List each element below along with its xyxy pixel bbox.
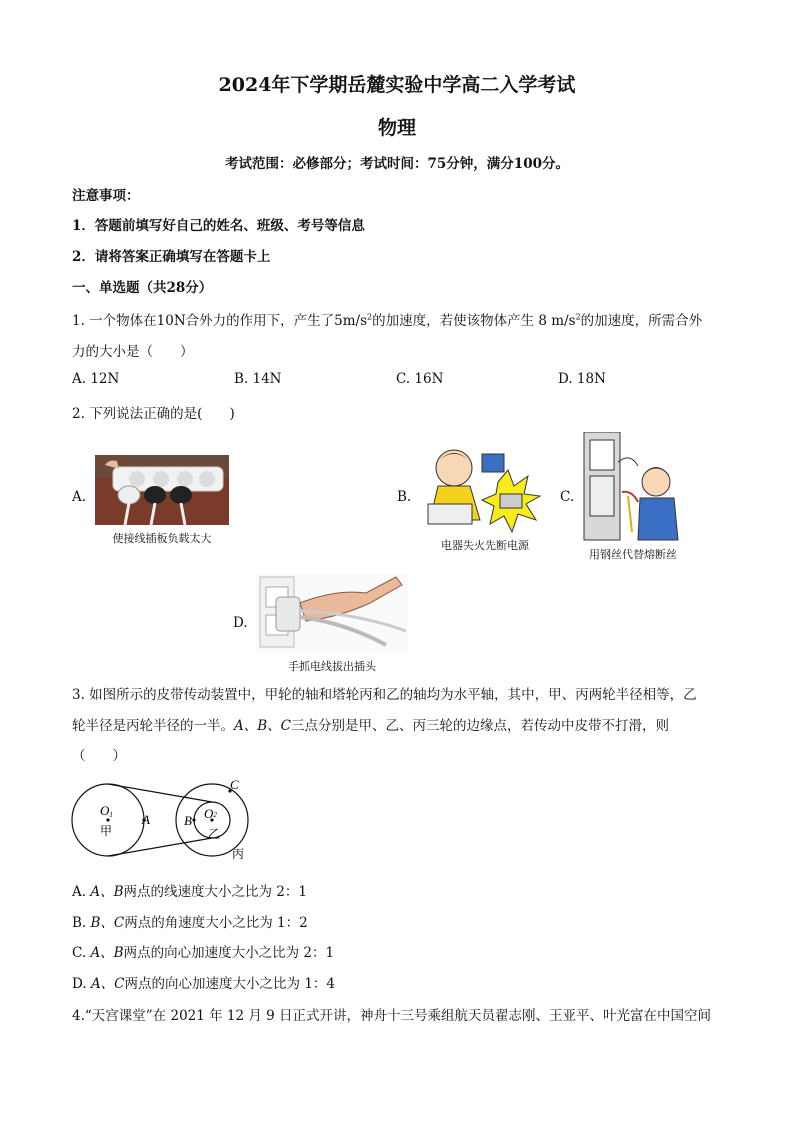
notice-heading: 注意事项： — [72, 188, 140, 204]
svg-text:甲: 甲 — [100, 824, 113, 838]
q2-option-a-caption: 使接线插板负载太大 — [112, 532, 212, 545]
unplug-hand-image — [256, 573, 408, 653]
subject-title: 物理 — [377, 117, 416, 139]
q2-option-b-letter[interactable]: B. — [397, 489, 412, 505]
q2-option-c-caption: 用钢丝代替熔断丝 — [589, 548, 677, 561]
q2-stem: 2. 下列说法正确的是( ) — [72, 406, 235, 422]
q3-stem-line1: 3. 如图所示的皮带传动装置中，甲轮的轴和塔轮丙和乙的轴均为水平轴，其中，甲、丙两轮半径相等，乙 — [72, 687, 697, 703]
q2-option-a-letter[interactable]: A. — [72, 489, 87, 505]
section-heading: 一、单选题（共28分） — [72, 280, 213, 296]
svg-text:A: A — [142, 812, 150, 827]
q1-stem-line2: 力的大小是（ ） — [72, 344, 194, 360]
belt-pulley-diagram — [70, 778, 260, 864]
fire-outlet-image — [420, 442, 546, 534]
fuse-wire-image — [582, 432, 682, 542]
notice-item-2: 2．请将答案正确填写在答题卡上 — [72, 249, 271, 265]
power-strip-image — [95, 455, 229, 525]
q2-option-b-caption: 电器失火先断电源 — [441, 539, 529, 552]
q3-option-d[interactable]: D. A、C两点的向心加速度大小之比为 1：4 — [72, 976, 336, 992]
svg-text:O1: O1 — [100, 803, 113, 819]
q3-option-c[interactable]: C. A、B两点的向心加速度大小之比为 2：1 — [72, 945, 335, 961]
q3-stem-line2: 轮半径是丙轮半径的一半。A、B、C三点分别是甲、乙、丙三轮的边缘点，若传动中皮带不打滑，则 — [72, 718, 669, 734]
q2-option-d-letter[interactable]: D. — [233, 615, 248, 631]
q1-option-c[interactable]: C. 16N — [396, 371, 444, 387]
q1-option-a[interactable]: A. 12N — [72, 371, 120, 387]
exam-scope: 考试范围：必修部分；考试时间：75分钟，满分100分。 — [225, 156, 569, 172]
q1-option-d[interactable]: D. 18N — [558, 371, 606, 387]
q3-stem-line3: （ ） — [72, 748, 126, 764]
svg-text:O2: O2 — [204, 806, 217, 821]
q1-stem-line1: 1. 一个物体在10N合外力的作用下，产生了$5m/s^2$的加速度，若使该物体产生 8 $m/s^2$的加速度，所需合外 — [72, 312, 703, 329]
q3-option-a[interactable]: A. A、B两点的线速度大小之比为 2：1 — [72, 884, 307, 900]
q4-stem-line1: 4.“天宫课堂”在 2021 年 12 月 9 日正式开讲，神舟十三号乘组航天员翟志刚、王亚平、叶光富在中国空间 — [72, 1008, 712, 1024]
svg-text:C: C — [230, 778, 239, 792]
q1-option-b[interactable]: B. 14N — [234, 371, 282, 387]
q2-option-c-letter[interactable]: C. — [560, 489, 575, 505]
svg-text:B: B — [184, 813, 192, 828]
svg-text:乙: 乙 — [208, 827, 221, 841]
q3-option-b[interactable]: B. B、C两点的角速度大小之比为 1：2 — [72, 915, 308, 931]
exam-title: 2024年下学期岳麓实验中学高二入学考试 — [218, 74, 576, 96]
q2-option-d-caption: 手抓电线拔出插头 — [288, 660, 376, 673]
svg-text:丙: 丙 — [232, 847, 245, 861]
notice-item-1: 1．答题前填写好自己的姓名、班级、考号等信息 — [72, 218, 365, 234]
